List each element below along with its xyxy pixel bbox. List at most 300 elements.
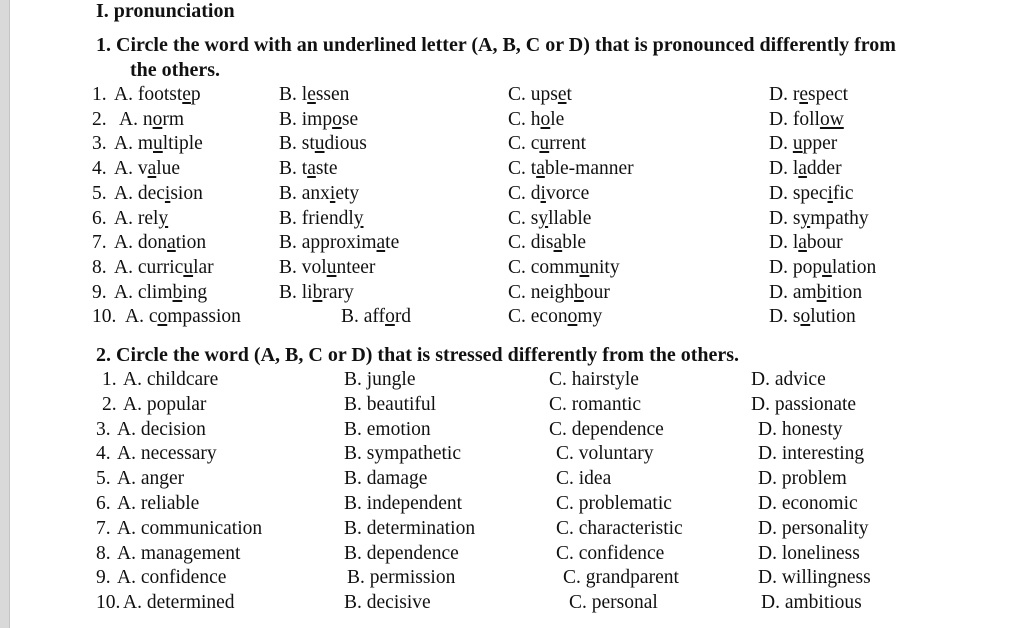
answer-option-a[interactable] (117, 567, 226, 589)
word-part: dis (530, 232, 554, 254)
answer-option-c[interactable] (508, 232, 586, 254)
word-part: neigh (530, 281, 575, 303)
word-part: anx (301, 182, 330, 204)
answer-option-b[interactable] (344, 592, 431, 614)
answer-option-a[interactable] (117, 419, 206, 441)
word-part: s (792, 306, 801, 328)
question-row (0, 493, 1024, 517)
option-letter: C. (508, 158, 526, 180)
answer-option-d[interactable] (769, 183, 854, 205)
underlined-letter: i (540, 182, 546, 204)
option-letter: B. (344, 443, 362, 465)
question-row (0, 84, 1024, 108)
underlined-letter: e (799, 84, 808, 105)
option-word: grandparent (585, 567, 679, 589)
underlined-letter: i (164, 182, 171, 204)
option-word: confidence (140, 567, 227, 589)
word-part: am (792, 281, 817, 303)
answer-option-c[interactable] (508, 257, 620, 279)
underlined-letter: u (539, 133, 550, 155)
option-word: emotion (366, 418, 431, 440)
question-row (0, 208, 1024, 232)
answer-option-d[interactable] (761, 592, 862, 614)
underlined-letter: ow (819, 108, 844, 130)
answer-option-a[interactable] (119, 109, 184, 131)
word-part: spect (808, 84, 849, 105)
underlined-letter: a (307, 158, 316, 180)
answer-option-d[interactable] (769, 232, 843, 254)
word-part: rrent (549, 133, 586, 155)
answer-option-d[interactable] (769, 158, 842, 180)
option-letter: A. (125, 306, 144, 328)
question-row (0, 232, 1024, 256)
option-letter: D. (769, 207, 788, 229)
underlined-letter: u (153, 133, 163, 155)
underlined-letter: b (574, 281, 584, 303)
answer-option-b[interactable] (279, 133, 367, 155)
option-word: confidence (578, 542, 665, 564)
question-number: 10. (96, 592, 121, 614)
option-letter: B. (279, 281, 297, 303)
question-number: 7. (96, 517, 111, 539)
question-row (0, 369, 1024, 393)
option-letter: C. (556, 542, 574, 564)
option-letter: D. (758, 517, 777, 539)
underlined-letter: y (353, 207, 364, 229)
answer-option-b[interactable] (279, 158, 338, 180)
answer-option-d[interactable] (758, 518, 869, 540)
answer-option-b[interactable] (279, 84, 349, 106)
option-letter: C. (508, 207, 526, 229)
answer-option-c[interactable] (508, 183, 589, 205)
answer-option-d[interactable] (758, 419, 843, 441)
option-word: management (140, 542, 241, 564)
option-letter: B. (279, 207, 297, 229)
answer-option-a[interactable] (114, 282, 207, 304)
option-letter: C. (508, 232, 526, 254)
option-letter: A. (114, 84, 133, 105)
question-row (0, 567, 1024, 591)
word-part: t (301, 158, 308, 180)
option-letter: C. (508, 306, 526, 328)
option-word: jungle (366, 369, 416, 390)
option-letter: B. (279, 158, 297, 180)
answer-option-c[interactable] (508, 282, 610, 304)
word-part: aff (363, 306, 386, 328)
answer-option-b[interactable] (347, 567, 455, 589)
answer-option-b[interactable] (344, 394, 436, 416)
answer-option-d[interactable] (769, 208, 869, 230)
option-letter: D. (758, 542, 777, 564)
option-letter: C. (508, 281, 526, 303)
answer-option-c[interactable] (556, 518, 683, 540)
option-letter: D. (758, 443, 777, 465)
underlined-letter: o (800, 306, 811, 328)
option-letter: D. (769, 306, 788, 328)
word-part: c (148, 306, 158, 328)
word-part: li (301, 281, 313, 303)
option-letter: A. (117, 517, 136, 539)
answer-option-b[interactable] (279, 208, 364, 230)
answer-option-b[interactable] (279, 232, 399, 254)
underlined-letter: a (798, 158, 807, 180)
question-number: 8. (96, 542, 111, 564)
option-word: personal (591, 592, 658, 614)
answer-option-a[interactable] (117, 468, 184, 490)
option-word: ambitious (784, 592, 862, 614)
option-word: honesty (781, 418, 843, 440)
answer-option-b[interactable] (344, 543, 459, 565)
answer-option-a[interactable] (125, 306, 241, 328)
question-row (0, 257, 1024, 281)
word-part: rd (394, 306, 412, 328)
word-part: llable (548, 207, 592, 229)
answer-option-a[interactable] (117, 543, 240, 565)
option-letter: B. (344, 493, 362, 514)
answer-option-c[interactable] (556, 493, 672, 515)
answer-option-c[interactable] (556, 443, 654, 465)
part2-instruction: 2. Circle the word (A, B, C or D) that is stressed differently from the others. (96, 344, 740, 366)
answer-option-a[interactable] (117, 443, 217, 465)
answer-option-d[interactable] (758, 443, 864, 465)
answer-option-d[interactable] (758, 468, 847, 490)
answer-option-d[interactable] (751, 369, 826, 391)
answer-option-b[interactable] (344, 493, 462, 515)
answer-option-d[interactable] (758, 567, 871, 589)
option-letter: A. (114, 158, 133, 180)
answer-option-a[interactable] (114, 84, 201, 106)
answer-option-c[interactable] (556, 543, 664, 565)
underlined-letter: a (798, 232, 807, 254)
option-letter: D. (769, 256, 788, 278)
word-part: p (190, 84, 201, 105)
option-letter: C. (549, 369, 567, 390)
question-row (0, 518, 1024, 542)
answer-option-c[interactable] (508, 109, 564, 131)
answer-option-d[interactable] (758, 493, 858, 515)
option-letter: C. (508, 256, 526, 278)
word-part: curric (137, 256, 184, 278)
answer-option-c[interactable] (549, 394, 641, 416)
underlined-letter: b (172, 281, 183, 303)
word-part: te (385, 232, 400, 254)
option-letter: C. (569, 592, 587, 614)
underlined-letter: u (183, 256, 194, 278)
option-word: necessary (140, 443, 217, 465)
underlined-letter: u (792, 133, 803, 155)
option-letter: D. (758, 418, 777, 440)
answer-option-a[interactable] (123, 394, 206, 416)
option-word: personality (781, 517, 869, 539)
answer-option-d[interactable] (769, 257, 876, 279)
option-letter: C. (556, 493, 574, 514)
word-part: lar (193, 256, 214, 278)
answer-option-a[interactable] (114, 257, 214, 279)
underlined-letter: o (385, 306, 395, 328)
option-word: sympathetic (366, 443, 461, 465)
option-letter: D. (758, 493, 777, 514)
question-number: 1. (102, 369, 117, 390)
answer-option-b[interactable] (341, 306, 411, 328)
option-word: determined (146, 592, 235, 614)
underlined-letter: e (307, 84, 316, 105)
answer-option-a[interactable] (114, 183, 203, 205)
word-part: rary (322, 281, 354, 303)
option-word: reliable (140, 493, 200, 514)
answer-option-a[interactable] (114, 232, 206, 254)
option-letter: C. (508, 84, 526, 105)
answer-option-a[interactable] (117, 518, 262, 540)
option-letter: A. (114, 256, 133, 278)
answer-option-b[interactable] (344, 443, 461, 465)
question-row (0, 306, 1024, 330)
word-part: vorce (545, 182, 590, 204)
underlined-letter: a (536, 158, 545, 180)
question-number: 3. (96, 418, 111, 440)
underlined-letter: a (167, 232, 176, 254)
option-word: hairstyle (571, 369, 639, 390)
answer-option-b[interactable] (279, 109, 358, 131)
underlined-letter: u (314, 133, 325, 155)
answer-option-a[interactable] (114, 158, 180, 180)
option-letter: A. (114, 281, 133, 303)
option-letter: D. (751, 393, 770, 415)
word-part: pper (802, 133, 838, 155)
option-word: popular (146, 393, 207, 415)
word-part: l (301, 84, 308, 105)
option-letter: A. (114, 133, 133, 155)
word-part: my (577, 306, 603, 328)
underlined-letter: o (332, 108, 342, 130)
underlined-letter: a (147, 158, 157, 180)
question-row (0, 158, 1024, 182)
option-letter: D. (751, 369, 770, 390)
answer-option-d[interactable] (769, 282, 862, 304)
underlined-letter: o (157, 306, 168, 328)
word-part: r (792, 84, 800, 105)
option-word: willingness (781, 567, 871, 589)
word-part: ition (826, 281, 863, 303)
answer-option-d[interactable] (751, 394, 856, 416)
underlined-letter: y (800, 207, 811, 229)
option-letter: A. (119, 108, 138, 130)
option-letter: A. (117, 567, 136, 589)
option-word: anger (140, 468, 185, 490)
option-letter: B. (344, 592, 362, 614)
option-word: problem (781, 468, 847, 490)
option-letter: D. (769, 232, 788, 254)
word-part: rel (137, 207, 159, 229)
question-number: 2. (102, 393, 117, 415)
underlined-letter: u (326, 256, 337, 278)
answer-option-d[interactable] (769, 306, 856, 328)
question-number: 5. (92, 182, 107, 204)
underlined-letter: o (540, 108, 551, 130)
option-letter: A. (114, 182, 133, 204)
word-part: dec (137, 182, 165, 204)
question-row (0, 419, 1024, 443)
word-part: footst (137, 84, 183, 105)
question-number: 5. (96, 468, 111, 490)
underlined-letter: a (376, 232, 386, 254)
underlined-letter: a (553, 232, 563, 254)
option-letter: B. (341, 306, 359, 328)
word-part: s (792, 207, 801, 229)
part1-instruction: 1. Circle the word with an underlined letter (A, B, C or D) that is pronounced differently from (96, 34, 896, 56)
option-word: permission (369, 567, 456, 589)
option-letter: B. (344, 369, 362, 390)
word-part: s (530, 207, 539, 229)
option-letter: B. (344, 542, 362, 564)
part1-instruction-cont: the others. (130, 59, 220, 81)
answer-option-a[interactable] (123, 369, 218, 391)
question-number: 6. (96, 493, 111, 514)
question-number: 9. (92, 281, 107, 303)
word-part: l (792, 158, 799, 180)
word-part: ups (530, 84, 558, 105)
word-part: h (530, 108, 541, 130)
option-word: romantic (571, 393, 642, 415)
option-letter: A. (117, 468, 136, 490)
answer-option-d[interactable] (769, 133, 837, 155)
underlined-letter: y (538, 207, 549, 229)
word-part: lation (831, 256, 877, 278)
answer-option-b[interactable] (344, 369, 416, 391)
answer-option-c[interactable] (508, 133, 586, 155)
word-part: ble-manner (544, 158, 634, 180)
question-row (0, 592, 1024, 616)
answer-option-d[interactable] (769, 84, 848, 106)
option-letter: A. (117, 443, 136, 465)
answer-option-b[interactable] (279, 183, 359, 205)
question-number: 10. (92, 306, 117, 328)
option-letter: A. (117, 493, 136, 514)
word-part: mpassion (167, 306, 241, 328)
word-part: bour (806, 232, 843, 254)
answer-option-c[interactable] (549, 369, 639, 391)
option-letter: C. (556, 443, 574, 465)
question-row (0, 183, 1024, 207)
option-word: damage (366, 468, 428, 490)
word-part: lution (810, 306, 856, 328)
option-letter: D. (761, 592, 780, 614)
word-part: fic (832, 182, 854, 204)
option-letter: B. (279, 182, 297, 204)
option-letter: C. (508, 133, 526, 155)
option-letter: D. (769, 281, 788, 303)
question-number: 2. (92, 108, 107, 130)
answer-option-c[interactable] (508, 306, 602, 328)
option-letter: C. (556, 468, 574, 490)
option-letter: B. (344, 517, 362, 539)
answer-option-c[interactable] (549, 419, 664, 441)
question-row (0, 543, 1024, 567)
option-letter: B. (279, 84, 297, 105)
word-part: mpathy (810, 207, 869, 229)
answer-option-b[interactable] (344, 419, 431, 441)
word-part: comm (530, 256, 580, 278)
option-word: characteristic (578, 517, 683, 539)
question-number: 3. (92, 133, 107, 155)
option-word: loneliness (781, 542, 860, 564)
underlined-letter: b (312, 281, 323, 303)
answer-option-a[interactable] (117, 493, 199, 515)
option-letter: D. (769, 158, 788, 180)
answer-option-b[interactable] (279, 257, 375, 279)
question-row (0, 133, 1024, 157)
option-letter: B. (279, 256, 297, 278)
answer-option-a[interactable] (123, 592, 235, 614)
word-part: l (792, 232, 799, 254)
answer-option-c[interactable] (556, 468, 611, 490)
answer-option-b[interactable] (344, 518, 475, 540)
option-word: independent (366, 493, 463, 514)
option-letter: A. (117, 418, 136, 440)
option-letter: A. (123, 393, 142, 415)
underlined-letter: i (329, 182, 336, 204)
option-word: communication (140, 517, 263, 539)
option-letter: B. (279, 232, 297, 254)
answer-option-d[interactable] (758, 543, 860, 565)
underlined-letter: o (567, 306, 578, 328)
word-part: nteer (336, 256, 376, 278)
answer-option-c[interactable] (569, 592, 658, 614)
option-letter: A. (123, 592, 142, 614)
answer-option-b[interactable] (344, 468, 427, 490)
answer-option-c[interactable] (508, 158, 634, 180)
option-letter: D. (758, 567, 777, 589)
word-part: t (566, 84, 572, 105)
option-letter: B. (344, 468, 362, 490)
answer-option-b[interactable] (279, 282, 354, 304)
underlined-letter: b (816, 281, 827, 303)
word-part: tion (175, 232, 207, 254)
question-number: 6. (92, 207, 107, 229)
word-part: ing (182, 281, 208, 303)
underlined-letter: i (827, 182, 833, 204)
word-part: dious (324, 133, 367, 155)
answer-option-a[interactable] (114, 133, 203, 155)
answer-option-c[interactable] (563, 567, 679, 589)
option-letter: B. (279, 108, 297, 130)
word-part: ltiple (162, 133, 203, 155)
option-letter: B. (279, 133, 297, 155)
option-letter: C. (556, 517, 574, 539)
word-part: clim (137, 281, 173, 303)
word-part: lue (156, 158, 181, 180)
option-letter: B. (344, 418, 362, 440)
underlined-letter: e (182, 84, 191, 105)
word-part: le (550, 108, 565, 130)
option-letter: C. (549, 393, 567, 415)
underlined-letter: u (579, 256, 590, 278)
option-word: beautiful (366, 393, 437, 415)
option-letter: C. (508, 108, 526, 130)
word-part: approxim (301, 232, 377, 254)
answer-option-c[interactable] (508, 84, 572, 106)
word-part: spec (792, 182, 828, 204)
word-part: sion (170, 182, 203, 204)
question-row (0, 468, 1024, 492)
answer-option-c[interactable] (508, 208, 591, 230)
answer-option-a[interactable] (114, 208, 168, 230)
word-part: st (301, 133, 315, 155)
underlined-letter: u (822, 256, 832, 278)
word-part: m (137, 133, 154, 155)
question-row (0, 394, 1024, 418)
option-word: determination (366, 517, 476, 539)
answer-option-d[interactable] (769, 109, 844, 131)
